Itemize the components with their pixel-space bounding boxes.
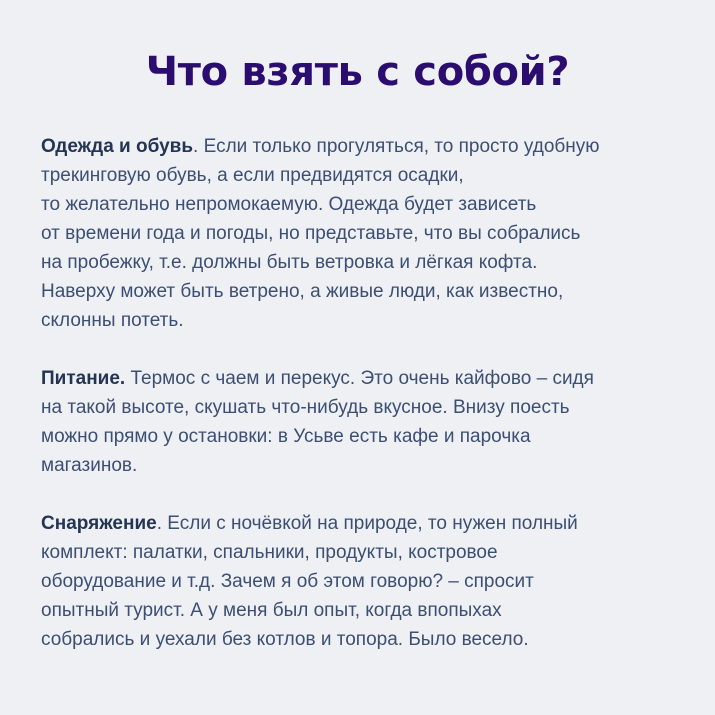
section-first-line <box>41 132 685 161</box>
section-equipment <box>41 509 685 654</box>
section-line: магазинов. <box>41 455 138 476</box>
section-food <box>41 364 685 480</box>
section-heading: Одежда и обувь <box>41 136 194 157</box>
section-line: собрались и уехали без котлов и топора. Было весело. <box>41 629 529 650</box>
section-line: трекинговую обувь, а если предвидятся осадки, <box>41 165 464 186</box>
section-line: оборудование и т.д. Зачем я об этом говорю? – спросит <box>41 571 534 592</box>
section-text: . Если только прогуляться, то просто удобную <box>193 136 600 157</box>
section-line: склонны потеть. <box>41 310 184 331</box>
page-title: Что взять с собой? <box>145 49 570 95</box>
section-line: от времени года и погоды, но представьте, что вы собрались <box>41 223 581 244</box>
section-first-line <box>41 364 685 393</box>
section-line: Наверху может быть ветрено, а живые люди, как известно, <box>41 281 564 302</box>
section-heading: Питание. <box>41 368 126 389</box>
section-line: то желательно непромокаемую. Одежда будет зависеть <box>41 194 537 215</box>
section-line: на пробежку, т.е. должны быть ветровка и лёгкая кофта. <box>41 252 538 273</box>
section-line: опытный турист. А у меня был опыт, когда впопыхах <box>41 600 502 621</box>
section-text: . Если с ночёвкой на природе, то нужен полный <box>156 513 578 534</box>
section-clothing <box>41 132 685 335</box>
section-heading: Снаряжение <box>41 513 157 534</box>
section-line: комплект: палатки, спальники, продукты, костровое <box>41 542 498 563</box>
section-first-line <box>41 509 685 538</box>
section-line: на такой высоте, скушать что-нибудь вкусное. Внизу поесть <box>41 397 570 418</box>
section-line: можно прямо у остановки: в Усьве есть кафе и парочка <box>41 426 531 447</box>
section-text: Термос с чаем и перекус. Это очень кайфово – сидя <box>125 368 594 389</box>
